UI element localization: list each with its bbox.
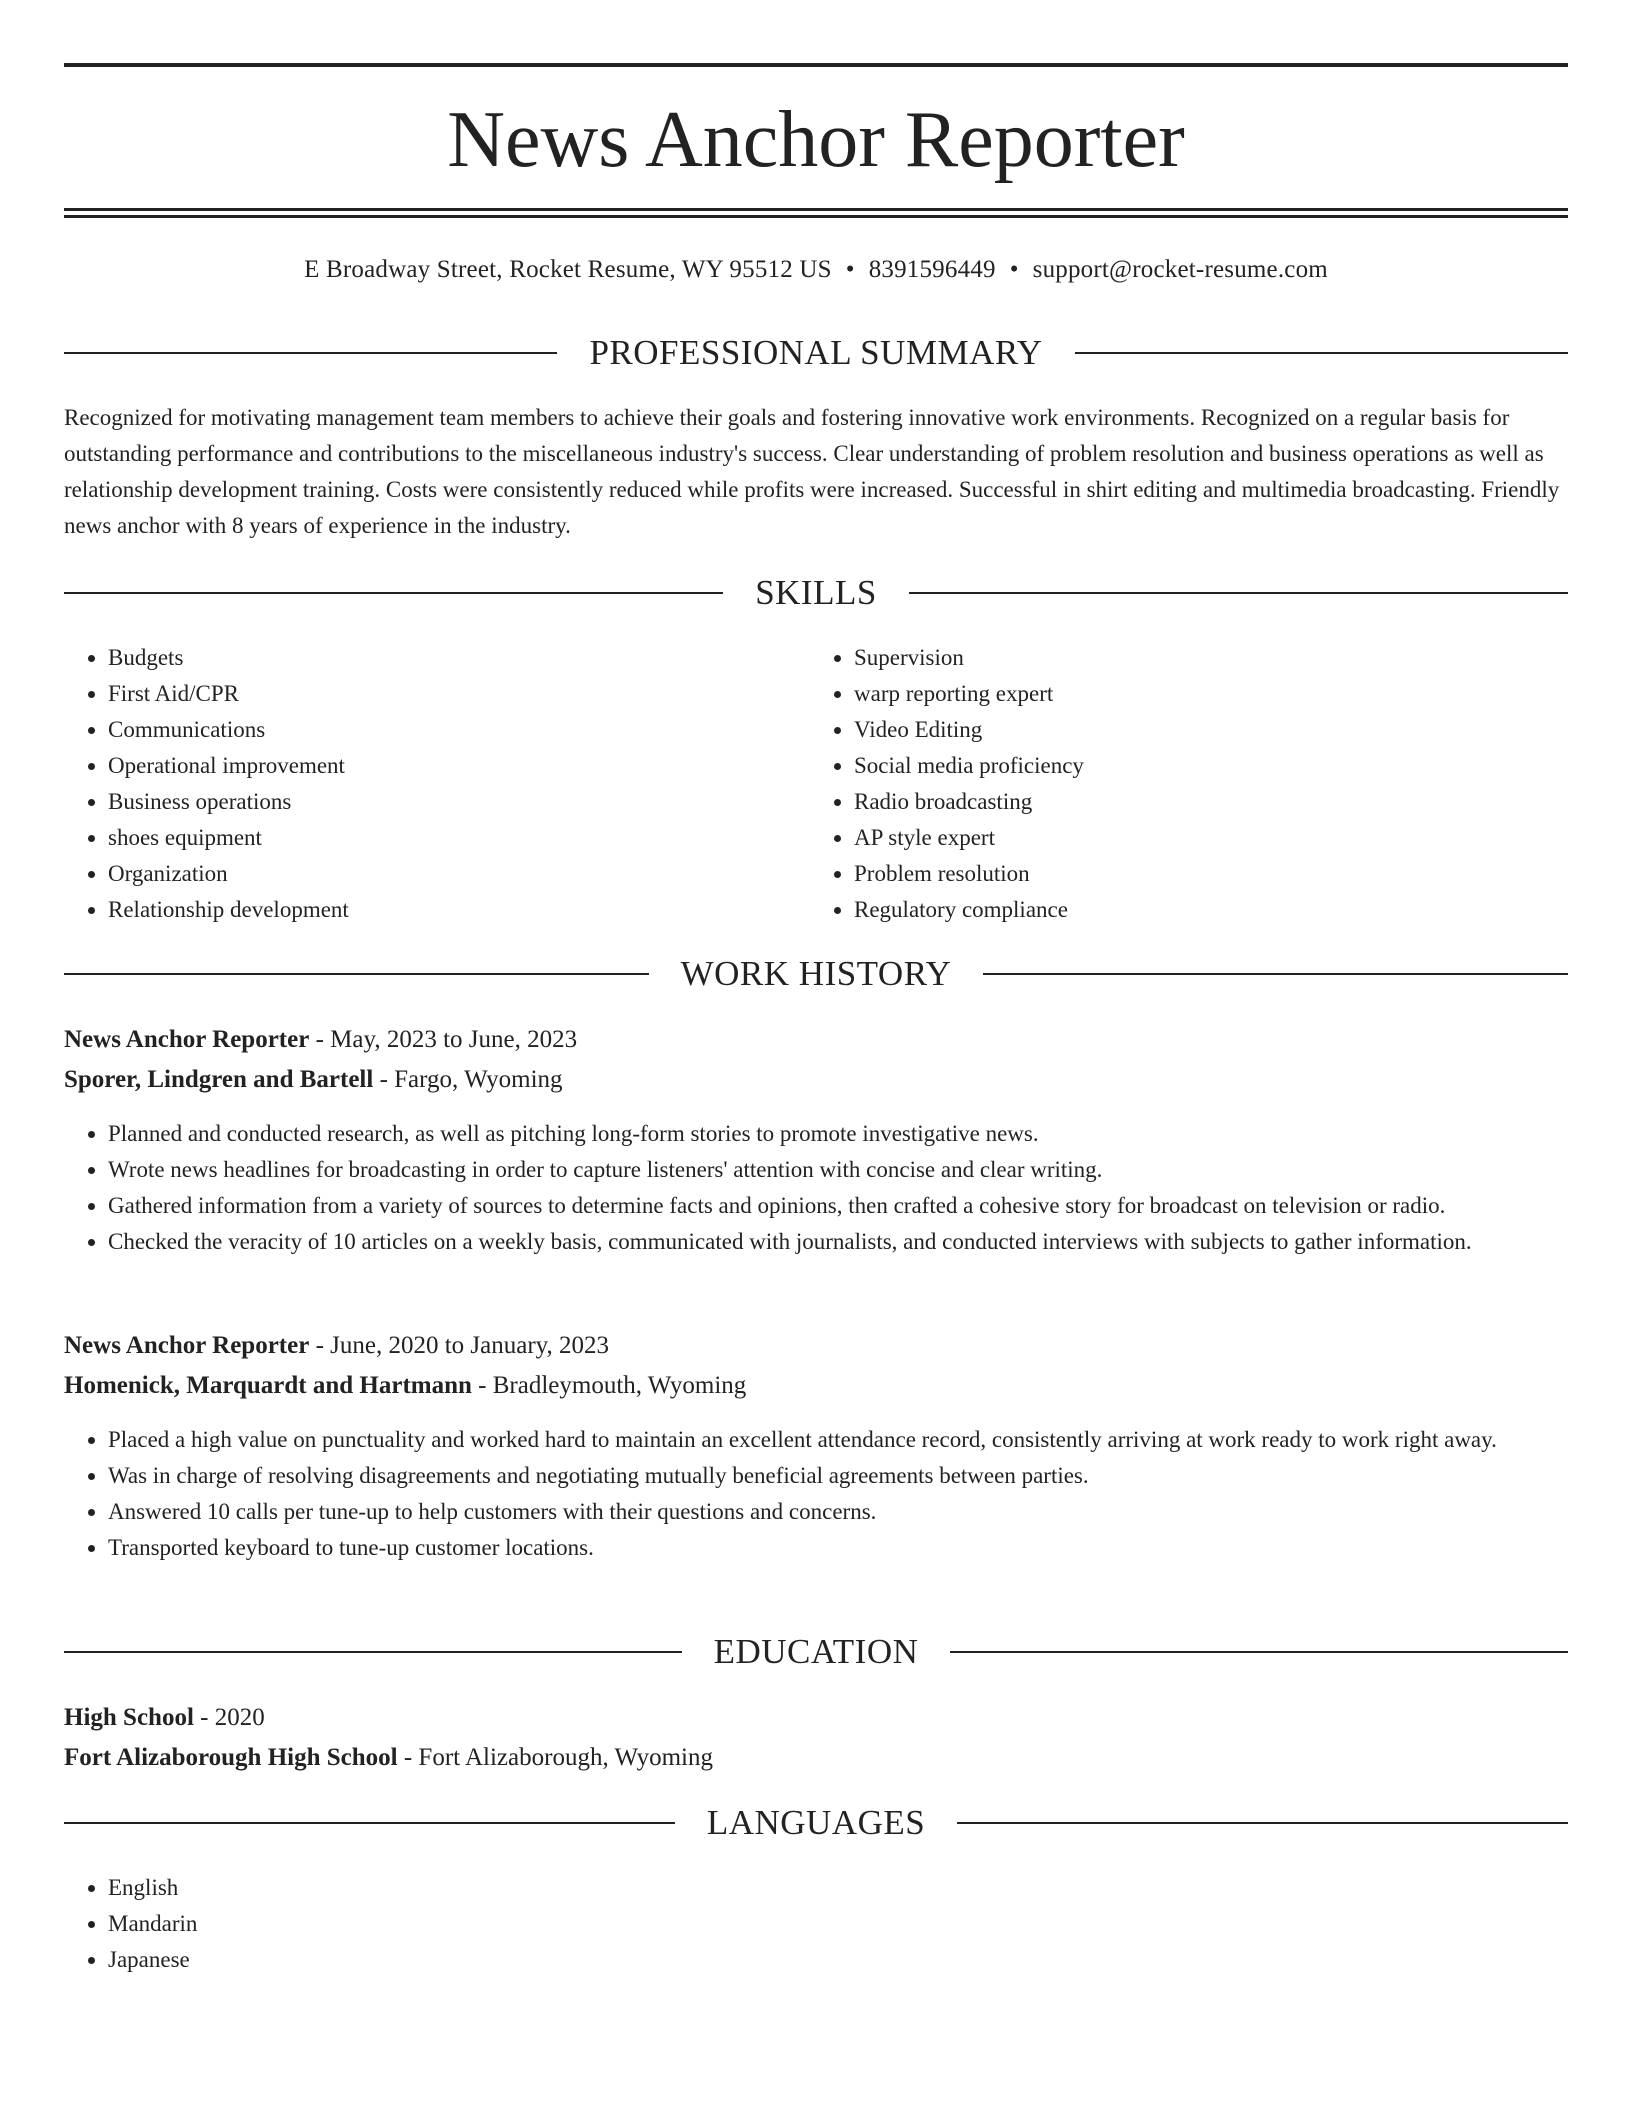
education-school-line	[64, 1740, 1568, 1776]
language-item: • Japanese	[108, 1942, 1568, 1978]
section-title-skills: SKILLS	[755, 573, 877, 612]
education-school: Fort Alizaborough High School	[64, 1744, 398, 1771]
section-header-skills	[64, 573, 1568, 613]
contact-email[interactable]: support@rocket-resume.com	[1032, 256, 1328, 283]
section-rule-left	[64, 352, 557, 354]
section-header-education	[64, 1632, 1568, 1672]
job-bullet: • Answered 10 calls per tune-up to help customers with their questions and concerns.	[108, 1494, 1568, 1530]
top-rule	[64, 63, 1568, 67]
skill-item: • Video Editing	[854, 712, 1568, 748]
skill-item: • Regulatory compliance	[854, 892, 1568, 928]
section-rule-right	[1075, 352, 1568, 354]
skills-list	[64, 640, 1568, 928]
summary-text: Recognized for motivating management team members to achieve their goals and fostering innovative work environments. Recognized on a regular basis for outstanding performance and contributions to the miscellaneous industry's success. Clear understanding of problem resolution and business operations as well as relationship development training. Costs were consistently reduced while profits were increased. Successful in shirt editing and multimedia broadcasting. Friendly news anchor with 8 years of experience in the industry.	[64, 405, 1560, 538]
job-title: News Anchor Reporter	[64, 1332, 310, 1359]
education-location: - Fort Alizaborough, Wyoming	[397, 1744, 713, 1771]
job-bullet: • Was in charge of resolving disagreements and negotiating mutually beneficial agreements between parties.	[108, 1458, 1568, 1494]
job-bullet: • Gathered information from a variety of sources to determine facts and opinions, then crafted a cohesive story for broadcast on television or radio.	[108, 1188, 1568, 1224]
section-rule-right	[950, 1651, 1568, 1653]
section-title-education: EDUCATION	[713, 1632, 919, 1671]
skill-item: • Problem resolution	[854, 856, 1568, 892]
job-title: News Anchor Reporter	[64, 1026, 310, 1053]
section-rule-left	[64, 973, 649, 975]
section-rule-right	[957, 1822, 1568, 1824]
job-bullet: • Planned and conducted research, as well as pitching long-form stories to promote investigative news.	[108, 1116, 1568, 1152]
skills-column-left	[64, 640, 816, 928]
section-title-summary: PROFESSIONAL SUMMARY	[589, 333, 1043, 372]
language-item: • Mandarin	[108, 1906, 1568, 1942]
job-company-line	[64, 1368, 1568, 1404]
job-title-line	[64, 1328, 1568, 1364]
job-location: - Bradleymouth, Wyoming	[471, 1372, 747, 1399]
skill-item: • Business operations	[108, 784, 816, 820]
skill-item: • Communications	[108, 712, 816, 748]
name-rule-lower	[64, 215, 1568, 218]
skill-item: • Social media proficiency	[854, 748, 1568, 784]
contact-separator: •	[845, 256, 855, 283]
skill-item: • shoes equipment	[108, 820, 816, 856]
job-bullet: • Transported keyboard to tune-up customer locations.	[108, 1530, 1568, 1566]
job-bullets	[64, 1116, 1568, 1260]
job-company: Homenick, Marquardt and Hartmann	[64, 1372, 472, 1399]
job-company-line	[64, 1062, 1568, 1098]
education-degree: High School	[64, 1704, 194, 1731]
skill-item: • warp reporting expert	[854, 676, 1568, 712]
education-year: - 2020	[193, 1704, 265, 1731]
job-dates: - June, 2020 to January, 2023	[309, 1332, 610, 1359]
job-bullet: • Placed a high value on punctuality and worked hard to maintain an excellent attendance record, consistently arriving at work ready to work right away.	[108, 1422, 1568, 1458]
section-header-summary	[64, 333, 1568, 373]
section-title-languages: LANGUAGES	[706, 1803, 926, 1842]
contact-line	[64, 254, 1568, 286]
job-company: Sporer, Lindgren and Bartell	[64, 1066, 374, 1093]
contact-separator: •	[1009, 256, 1019, 283]
candidate-name: News Anchor Reporter	[447, 96, 1185, 184]
job-bullet: • Wrote news headlines for broadcasting in order to capture listeners' attention with concise and clear writing.	[108, 1152, 1568, 1188]
skill-item: • Organization	[108, 856, 816, 892]
skill-item: • Radio broadcasting	[854, 784, 1568, 820]
job-bullets	[64, 1422, 1568, 1566]
name-rule-upper	[64, 208, 1568, 211]
section-rule-right	[983, 973, 1568, 975]
skill-item: • First Aid/CPR	[108, 676, 816, 712]
skill-item: • Relationship development	[108, 892, 816, 928]
languages-list	[64, 1870, 1568, 1978]
contact-phone: 8391596449	[868, 256, 996, 283]
section-rule-left	[64, 592, 723, 594]
section-header-work	[64, 954, 1568, 994]
education-degree-line	[64, 1700, 1568, 1736]
section-title-work: WORK HISTORY	[680, 954, 952, 993]
skill-item: • Supervision	[854, 640, 1568, 676]
job-title-line	[64, 1022, 1568, 1058]
skill-item: • Budgets	[108, 640, 816, 676]
job-bullet: • Checked the veracity of 10 articles on a weekly basis, communicated with journalists, and conducted interviews with subjects to gather information.	[108, 1224, 1568, 1260]
skill-item: • Operational improvement	[108, 748, 816, 784]
contact-address: E Broadway Street, Rocket Resume, WY 95512 US	[304, 256, 832, 283]
language-item: • English	[108, 1870, 1568, 1906]
skill-item: • AP style expert	[854, 820, 1568, 856]
job-location: - Fargo, Wyoming	[373, 1066, 563, 1093]
section-rule-left	[64, 1822, 675, 1824]
section-rule-right	[909, 592, 1568, 594]
section-header-languages	[64, 1803, 1568, 1843]
skills-column-right	[816, 640, 1568, 928]
section-rule-left	[64, 1651, 682, 1653]
job-dates: - May, 2023 to June, 2023	[309, 1026, 578, 1053]
